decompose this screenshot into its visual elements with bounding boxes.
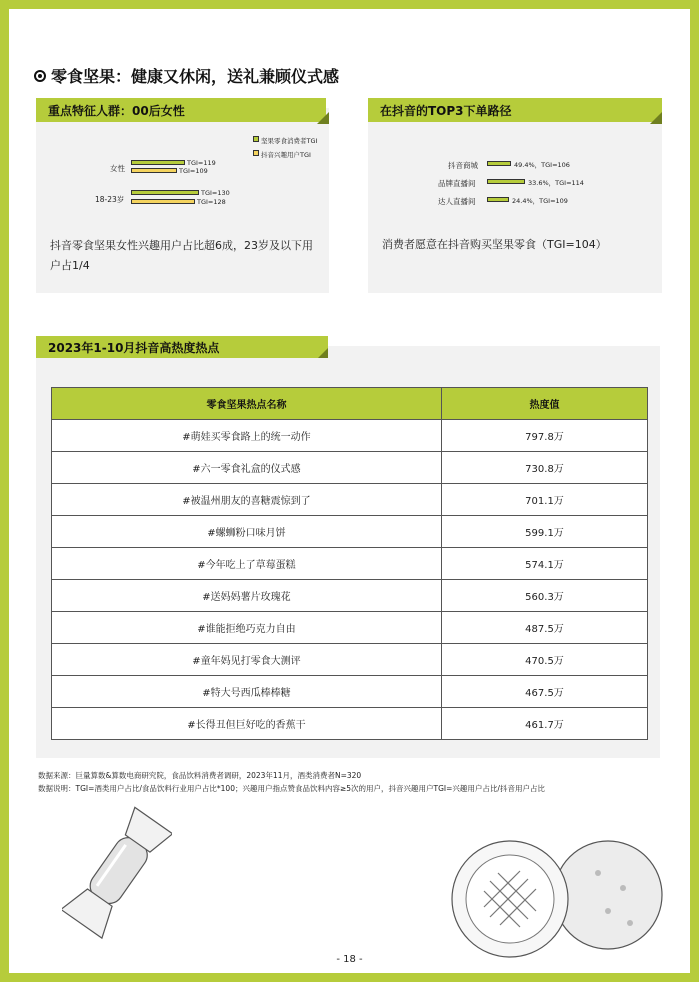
page-number: - 18 - [336,954,363,965]
data-notes: 数据说明：TGI=酒类用户占比/食品饮料行业用户占比*100；兴趣用户指点赞食品饮料内容≥5次的用户，抖音兴趣用户TGI=兴趣用户占比/抖音用户占比 [38,784,545,793]
heat-value: 487.5万 [442,612,648,644]
topic-name: #被温州朋友的喜糖震惊到了 [52,484,442,516]
value-kol-live: 24.4%，TGI=109 [512,197,568,205]
value-brand-live: 33.6%，TGI=114 [528,179,584,187]
heat-value: 470.5万 [442,644,648,676]
table-row [52,452,648,484]
candy-illustration [62,795,172,950]
topic-name: #谁能拒绝巧克力自由 [52,612,442,644]
topic-name: #送妈妈薯片玫瑰花 [52,580,442,612]
cookies-illustration [448,833,668,958]
value-female-interest: TGI=109 [179,167,208,175]
bar-kol-live [487,197,509,202]
bar-brand-live [487,179,525,184]
data-source: 数据来源：巨量算数&算数电商研究院，食品饮料消费者调研，2023年11月，酒类消费者N=320 [38,771,362,780]
purchase-path-note: 消费者愿意在抖音购买坚果零食（TGI=104） [382,238,607,251]
legend-consumer-swatch [253,136,259,142]
audience-banner-text: 重点特征人群：00后女性 [48,103,185,118]
page-title [34,64,339,87]
banner-fold [317,112,329,124]
table-row [52,708,648,740]
heat-value: 701.1万 [442,484,648,516]
header-topic-name: 零食坚果热点名称 [52,388,442,420]
audience-banner [36,98,326,122]
topic-name: #萌娃买零食路上的统一动作 [52,420,442,452]
hot-topics-table [51,387,648,740]
value-age-interest: TGI=128 [197,198,226,206]
purchase-path-banner [368,98,662,122]
table-header-row [52,388,648,420]
path-label-kol-live: 达人直播间 [438,197,476,206]
topic-name: #螺蛳粉口味月饼 [52,516,442,548]
value-female-consumer: TGI=119 [187,159,216,167]
bar-age-consumer [131,190,199,195]
table-row [52,580,648,612]
value-mall: 49.4%，TGI=106 [514,161,570,169]
group-label-age: 18-23岁 [95,195,125,204]
topic-name: #今年吃上了草莓蛋糕 [52,548,442,580]
path-label-mall: 抖音商城 [448,161,478,170]
heat-value: 797.8万 [442,420,648,452]
purchase-path-banner-text: 在抖音的TOP3下单路径 [380,103,512,118]
legend-interest-label: 抖音兴趣用户TGI [261,151,311,159]
heat-value: 574.1万 [442,548,648,580]
bar-mall [487,161,511,166]
table-row [52,548,648,580]
heat-value: 461.7万 [442,708,648,740]
header-heat-value: 热度值 [442,388,648,420]
page-title-text: 零食坚果：健康又休闲，送礼兼顾仪式感 [51,67,340,86]
heat-value: 467.5万 [442,676,648,708]
heat-value: 560.3万 [442,580,648,612]
bar-female-interest [131,168,177,173]
topic-name: #长得丑但巨好吃的香蕉干 [52,708,442,740]
hot-topics-banner-text: 2023年1-10月抖音高热度热点 [48,340,220,355]
target-icon [34,70,46,82]
value-age-consumer: TGI=130 [201,189,230,197]
topic-name: #六一零食礼盒的仪式感 [52,452,442,484]
group-label-female: 女性 [110,164,125,173]
topic-name: #童年妈见打零食大测评 [52,644,442,676]
banner-fold [650,112,662,124]
bar-female-consumer [131,160,185,165]
table-row [52,516,648,548]
heat-value: 730.8万 [442,452,648,484]
topic-name: #特大号西瓜棒棒糖 [52,676,442,708]
table-row [52,612,648,644]
path-label-brand-live: 品牌直播间 [438,179,476,188]
table-row [52,676,648,708]
heat-value: 599.1万 [442,516,648,548]
audience-note: 抖音零食坚果女性兴趣用户占比超6成，23岁及以下用户占1/4 [50,239,313,272]
table-row [52,644,648,676]
table-row [52,484,648,516]
table-row [52,420,648,452]
bar-age-interest [131,199,195,204]
legend-consumer-label: 坚果零食消费者TGI [261,137,318,145]
banner-fold [318,348,328,358]
legend-interest-swatch [253,150,259,156]
hot-topics-banner [36,336,328,358]
